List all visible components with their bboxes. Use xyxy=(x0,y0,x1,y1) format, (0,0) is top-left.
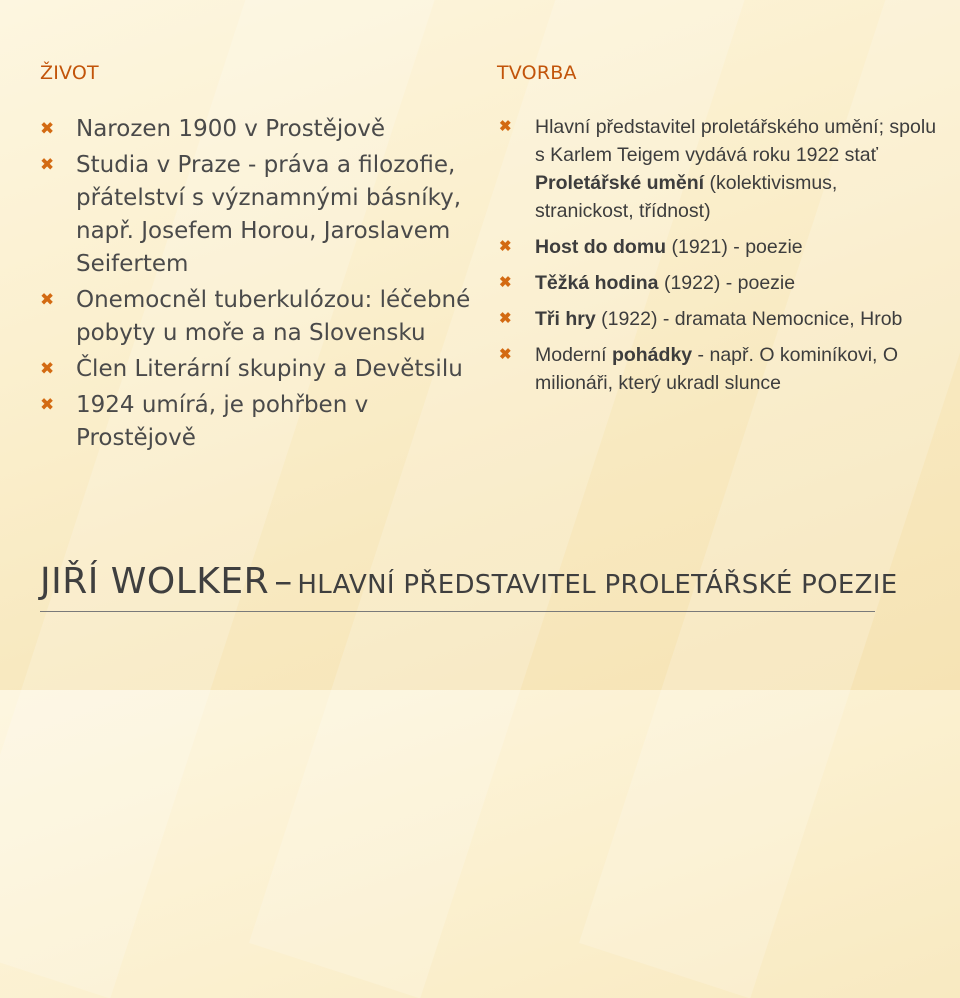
x-bullet-icon: ✖ xyxy=(40,359,55,379)
works-list xyxy=(497,113,937,397)
list-item xyxy=(40,284,480,350)
x-bullet-icon: ✖ xyxy=(499,346,512,363)
work-title: Těžká hodina xyxy=(535,272,659,294)
life-column xyxy=(40,62,480,458)
list-item-text: (1922) - dramata Nemocnice, Hrob xyxy=(595,308,903,330)
list-item xyxy=(497,113,937,225)
life-heading: ŽIVOT xyxy=(40,62,99,84)
x-bullet-icon: ✖ xyxy=(499,238,512,255)
list-item xyxy=(497,233,937,261)
title-dash: – xyxy=(274,561,293,602)
list-item xyxy=(497,341,937,397)
x-bullet-icon: ✖ xyxy=(499,310,512,327)
work-title: Tři hry xyxy=(535,308,596,330)
x-bullet-icon: ✖ xyxy=(40,290,55,310)
x-bullet-icon: ✖ xyxy=(40,395,55,415)
life-list xyxy=(40,113,480,455)
x-bullet-icon: ✖ xyxy=(40,155,55,175)
x-bullet-icon: ✖ xyxy=(40,119,55,139)
list-item xyxy=(40,113,480,146)
list-item-text: 1924 umírá, je pohřben v Prostějově xyxy=(76,392,369,451)
list-item-text: (kolektivismus, stranickost, třídnost) xyxy=(535,172,838,222)
list-item-text: Narozen 1900 v Prostějově xyxy=(76,116,386,142)
list-item xyxy=(40,353,480,386)
list-item xyxy=(40,149,480,281)
list-item xyxy=(497,269,937,297)
list-item-text: (1922) - poezie xyxy=(658,272,796,294)
list-item-text: (1921) - poezie xyxy=(666,236,803,258)
list-item-text: Moderní xyxy=(535,344,612,366)
work-title: Proletářské umění xyxy=(535,172,705,194)
x-bullet-icon: ✖ xyxy=(499,118,512,135)
list-item-text: Onemocněl tuberkulózou: léčebné pobyty u moře a na Slovensku xyxy=(76,287,471,346)
list-item xyxy=(40,389,480,455)
list-item-text: Studia v Praze - práva a filozofie, přátelství s významnými básníky, např. Josefem Horou, Jaroslavem Seifertem xyxy=(76,152,462,277)
list-item-text: - např. O kominíkovi, O milionáři, který ukradl slunce xyxy=(535,344,899,394)
slide-title xyxy=(40,561,940,602)
list-item xyxy=(497,305,937,333)
x-bullet-icon: ✖ xyxy=(499,274,512,291)
title-name: JIŘÍ WOLKER xyxy=(40,561,270,602)
works-heading: TVORBA xyxy=(497,62,577,84)
work-title: pohádky xyxy=(611,344,693,366)
list-item-text: Člen Literární skupiny a Devětsilu xyxy=(76,356,463,382)
title-underline xyxy=(40,611,875,612)
title-subtitle: HLAVNÍ PŘEDSTAVITEL PROLETÁŘSKÉ POEZIE xyxy=(297,570,898,600)
list-item-text: Hlavní představitel proletářského umění; spolu s Karlem Teigem vydává roku 1922 stať xyxy=(535,116,937,166)
works-column xyxy=(497,62,937,405)
work-title: Host do domu xyxy=(535,236,667,258)
